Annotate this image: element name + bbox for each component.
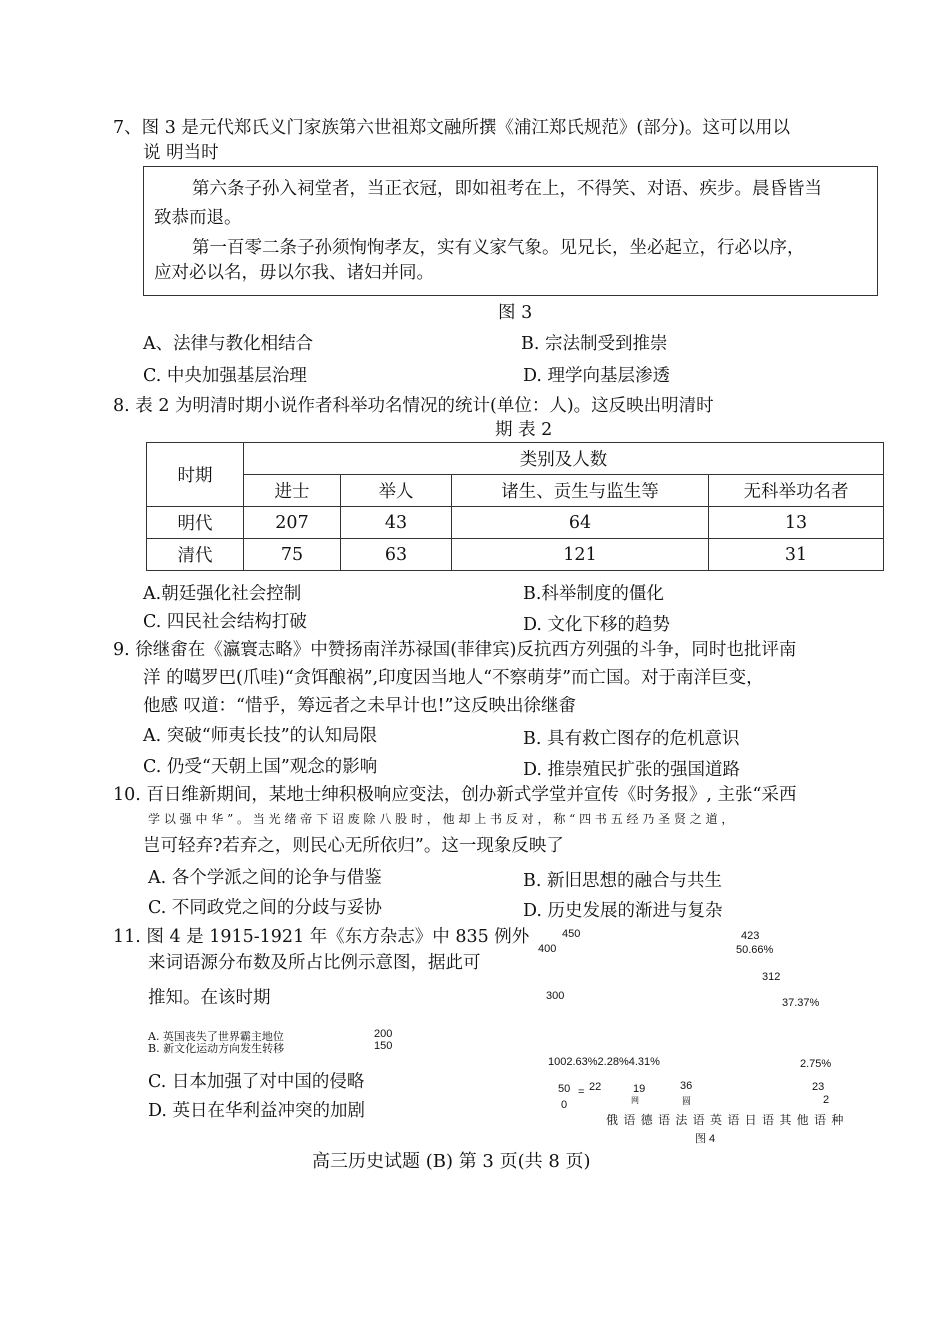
table-cell: 63 bbox=[341, 539, 452, 571]
q9-stem-line1: 9. 徐继畬在《瀛寰志略》中赞扬南洋苏禄国(菲律宾)反抗西方列强的斗争，同时也批评南 bbox=[113, 640, 797, 660]
q11-option-a[interactable]: A. 英国丧失了世界霸主地位 bbox=[148, 1030, 284, 1043]
table-cell: 207 bbox=[244, 507, 341, 539]
x-axis-labels: 俄 语 德 语 法 语 英 语 日 语 其 他 语 种 bbox=[606, 1113, 845, 1127]
y-tick-label: 200 bbox=[374, 1028, 393, 1040]
q9-option-a[interactable]: A. 突破“师夷长技”的认知局限 bbox=[143, 726, 378, 746]
y-tick-label: 150 bbox=[374, 1040, 393, 1052]
y-tick-label: 450 bbox=[562, 928, 581, 940]
data-label-value: 23 bbox=[812, 1081, 825, 1093]
q11-stem-line1: 11. 图 4 是 1915-1921 年《东方杂志》中 835 例外 bbox=[113, 927, 530, 947]
q8-option-d[interactable]: D. 文化下移的趋势 bbox=[523, 615, 671, 635]
q7-stem-line1: 7、图 3 是元代郑氏义门家族第六世祖郑文融所撰《浦江郑氏规范》(部分)。这可以用以 bbox=[113, 118, 791, 138]
table-cell-period: 明代 bbox=[147, 507, 244, 539]
table-header-row bbox=[147, 443, 884, 475]
q8-table bbox=[146, 442, 884, 571]
q8-stem-line1: 8. 表 2 为明清时期小说作者科举功名情况的统计(单位：人)。这反映出明清时 bbox=[113, 396, 714, 416]
table-cell: 75 bbox=[244, 539, 341, 571]
table-header-group: 类别及人数 bbox=[244, 443, 884, 475]
q10-stem-line2: 学 以 强 中 华 ” 。 当 光 绪 帝 下 诏 废 除 八 股 时 ， 他 却 上 书 反 对 ， 称 “ 四 书 五 经 乃 圣 贤 之 道 ， bbox=[148, 812, 734, 826]
q7-option-c[interactable]: C. 中央加强基层治理 bbox=[143, 366, 307, 386]
table-row bbox=[147, 507, 884, 539]
figure-4-caption: 图 4 bbox=[695, 1133, 716, 1145]
page-footer: 高三历史试题 (B) 第 3 页(共 8 页) bbox=[312, 1151, 591, 1172]
q8-option-b[interactable]: B.科举制度的僵化 bbox=[523, 584, 664, 604]
q10-stem-line3: 岂可轻弃?若弃之，则民心无所依归”。这一现象反映了 bbox=[143, 836, 564, 856]
q11-option-c[interactable]: C. 日本加强了对中国的侵略 bbox=[148, 1072, 365, 1092]
table-header-period: 时期 bbox=[147, 443, 244, 507]
q9-stem-line3: 他感 叹道：“惜乎，筹远者之未早计也!”这反映出徐继畬 bbox=[143, 696, 576, 716]
q10-option-c[interactable]: C. 不同政党之间的分歧与妥协 bbox=[148, 898, 382, 918]
q8-option-c[interactable]: C. 四民社会结构打破 bbox=[143, 612, 307, 632]
table-cell: 121 bbox=[452, 539, 709, 571]
table-col-none: 无科举功名者 bbox=[709, 475, 884, 507]
data-label-percent: 50.66% bbox=[736, 944, 774, 956]
q8-stem-line2: 期 表 2 bbox=[495, 420, 553, 440]
q7-figure-caption: 图 3 bbox=[498, 303, 533, 323]
q11-stem-line2: 来词语源分布数及所占比例示意图，据此可 bbox=[148, 953, 481, 973]
data-label-value: 2 bbox=[823, 1094, 830, 1106]
q7-option-d[interactable]: D. 理学向基层渗透 bbox=[523, 366, 671, 386]
q10-option-a[interactable]: A. 各个学派之间的论争与借鉴 bbox=[148, 868, 382, 888]
table-row bbox=[147, 539, 884, 571]
q8-option-a[interactable]: A.朝廷强化社会控制 bbox=[143, 584, 302, 604]
bar-glyph: 网 bbox=[631, 1096, 639, 1105]
y-tick-label: 300 bbox=[546, 990, 565, 1002]
data-label-percent: 2.75% bbox=[800, 1058, 832, 1070]
q11-stem-line3: 推知。在该时期 bbox=[148, 988, 271, 1008]
q7-box-line4: 应对必以名，毋以尔我、诸妇并同。 bbox=[154, 263, 434, 283]
data-label-percent-group: 1002.63%2.28%4.31% bbox=[548, 1056, 660, 1068]
data-label-value: 423 bbox=[741, 930, 760, 942]
bar-glyph: 圆 bbox=[682, 1096, 692, 1106]
data-label-value: 36 bbox=[680, 1080, 693, 1092]
table-cell: 43 bbox=[341, 507, 452, 539]
data-label-percent: 37.37% bbox=[782, 997, 820, 1009]
table-cell: 13 bbox=[709, 507, 884, 539]
data-label-value: 22 bbox=[589, 1081, 602, 1093]
q7-option-a[interactable]: A、法律与教化相结合 bbox=[143, 334, 314, 354]
q11-option-d[interactable]: D. 英日在华利益冲突的加剧 bbox=[148, 1101, 366, 1121]
q7-box-line2: 致恭而退。 bbox=[154, 208, 242, 228]
y-tick-label: 400 bbox=[538, 943, 557, 955]
table-cell-period: 清代 bbox=[147, 539, 244, 571]
table-cell: 64 bbox=[452, 507, 709, 539]
bar-glyph: = bbox=[578, 1086, 585, 1098]
q10-option-d[interactable]: D. 历史发展的渐进与复杂 bbox=[523, 901, 723, 921]
q9-option-d[interactable]: D. 推崇殖民扩张的强国道路 bbox=[523, 760, 741, 780]
table-col-juren: 举人 bbox=[341, 475, 452, 507]
q9-option-b[interactable]: B. 具有救亡图存的危机意识 bbox=[523, 729, 740, 749]
q7-stem-line2: 说 明当时 bbox=[143, 143, 219, 163]
q7-box-line1: 第六条子孙入祠堂者，当正衣冠，即如祖考在上，不得笑、对语、疾步。晨昏皆当 bbox=[192, 179, 822, 199]
table-subheader-row bbox=[147, 475, 884, 507]
table-cell: 31 bbox=[709, 539, 884, 571]
q9-option-c[interactable]: C. 仍受“天朝上国”观念的影响 bbox=[143, 757, 378, 777]
q11-option-b[interactable]: B. 新文化运动方向发生转移 bbox=[148, 1042, 285, 1055]
table-col-zhusheng: 诸生、贡生与监生等 bbox=[452, 475, 709, 507]
q7-option-b[interactable]: B. 宗法制受到推崇 bbox=[521, 334, 668, 354]
y-tick-label: 50 bbox=[558, 1083, 571, 1095]
q9-stem-line2: 洋 的噶罗巴(爪哇)“贪饵酿祸”,印度因当地人“不察萌芽”而亡国。对于南洋巨变， bbox=[143, 668, 764, 688]
q7-source-box bbox=[143, 166, 878, 296]
data-label-value: 19 bbox=[633, 1083, 646, 1095]
q10-stem-line1: 10. 百日维新期间，某地士绅积极响应变法，创办新式学堂并宣传《时务报》, 主张“采西 bbox=[113, 785, 797, 805]
table-col-jinshi: 进士 bbox=[244, 475, 341, 507]
q10-option-b[interactable]: B. 新旧思想的融合与共生 bbox=[523, 871, 722, 891]
y-tick-label: 0 bbox=[561, 1099, 568, 1111]
data-label-value: 312 bbox=[762, 971, 781, 983]
q7-box-line3: 第一百零二条子孙须恂恂孝友，实有义家气象。见兄长，坐必起立，行必以序， bbox=[192, 238, 805, 258]
